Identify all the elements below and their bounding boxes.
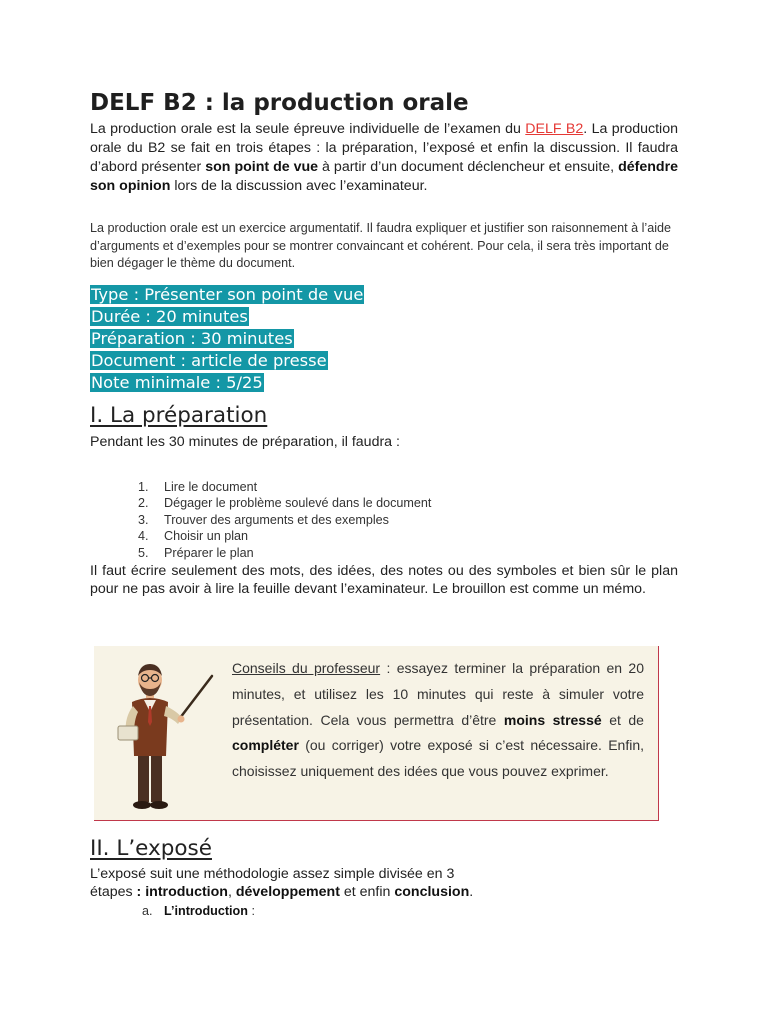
preparation-note: Il faut écrire seulement des mots, des idées, des notes ou des symboles et bien sûr le plan pour ne pas avoir à lire la feuille devant l’examinateur. Le brouillon est comme un mémo.: [90, 563, 678, 597]
page-title: DELF B2 : la production orale: [90, 90, 469, 116]
list-item: 5. Préparer le plan: [138, 545, 254, 560]
exam-info-item: Durée : 20 minutes: [91, 307, 248, 326]
teacher-tip-text: Conseils du professeur : essayez terminer la préparation en 20 minutes, et utilisez les 10 minutes qui reste à simuler votre présentation. Cela vous permettra d’être moins stressé et de compléter (ou corriger) votre exposé si c’est nécessaire. Enfin, choisissez uniquement des idées que vous pouvez exprimer.: [232, 660, 644, 780]
intro-text-4: lors de la discussion avec l’examinateur.: [170, 178, 428, 194]
exam-info-item: Préparation : 30 minutes: [91, 329, 293, 348]
exam-info-item: Document : article de presse: [91, 351, 327, 370]
delf-b2-link[interactable]: DELF B2: [525, 121, 584, 137]
exam-info-item: Note minimale : 5/25: [91, 373, 263, 392]
preparation-intro: Pendant les 30 minutes de préparation, il faudra :: [90, 434, 400, 450]
list-item: 2. Dégager le problème soulevé dans le document: [138, 496, 432, 511]
exam-info-item: Type : Présenter son point de vue: [91, 285, 364, 304]
intro-text-2: . La production orale du B2 se fait en trois étapes : la préparation, l’exposé et enfin la discussion. Il faudra d’abord présenter: [90, 121, 678, 175]
list-item: 1. Lire le document: [138, 480, 258, 494]
intro-bold-2: défendre son opinion: [90, 159, 679, 194]
list-item: 4. Choisir un plan: [138, 529, 249, 544]
section-heading-expose: II. L’exposé: [90, 836, 212, 861]
teacher-tip-label: Conseils du professeur: [232, 660, 381, 676]
expose-intro: L’exposé suit une méthodologie assez simple divisée en 3 étapes : introduction, développement et enfin conclusion.: [90, 866, 474, 900]
expose-bold-2: développement: [235, 883, 340, 900]
teacher-tip-box: [94, 646, 659, 821]
teacher-illustration: [102, 656, 220, 816]
tip-bold-2: compléter: [232, 737, 299, 754]
intro-text-3: à partir d’un document déclencheur et ensuite,: [318, 159, 619, 175]
tip-bold-1: moins stressé: [503, 711, 602, 728]
intro-paragraph: [90, 120, 678, 196]
section-heading-preparation: I. La préparation: [90, 403, 268, 428]
list-item: 3. Trouver des arguments et des exemples: [138, 512, 389, 527]
argumentative-paragraph: La production orale est un exercice argumentatif. Il faudra expliquer et justifier son raisonnement à l’aide d’arguments et d’exemples pour se montrer convaincant et cohérent. Pour cela, il sera très important de bien dégager le thème du document.: [90, 221, 672, 270]
expose-bold-1: : introduction: [136, 883, 228, 900]
intro-text-1: La production orale est la seule épreuve individuelle de l’examen du: [90, 121, 526, 137]
sublist-item-introduction: a. L’introduction :: [142, 904, 255, 918]
exam-info-list: [90, 284, 364, 394]
preparation-steps-list: [138, 479, 431, 561]
intro-bold-1: son point de vue: [205, 159, 319, 175]
expose-bold-3: conclusion: [394, 883, 470, 900]
